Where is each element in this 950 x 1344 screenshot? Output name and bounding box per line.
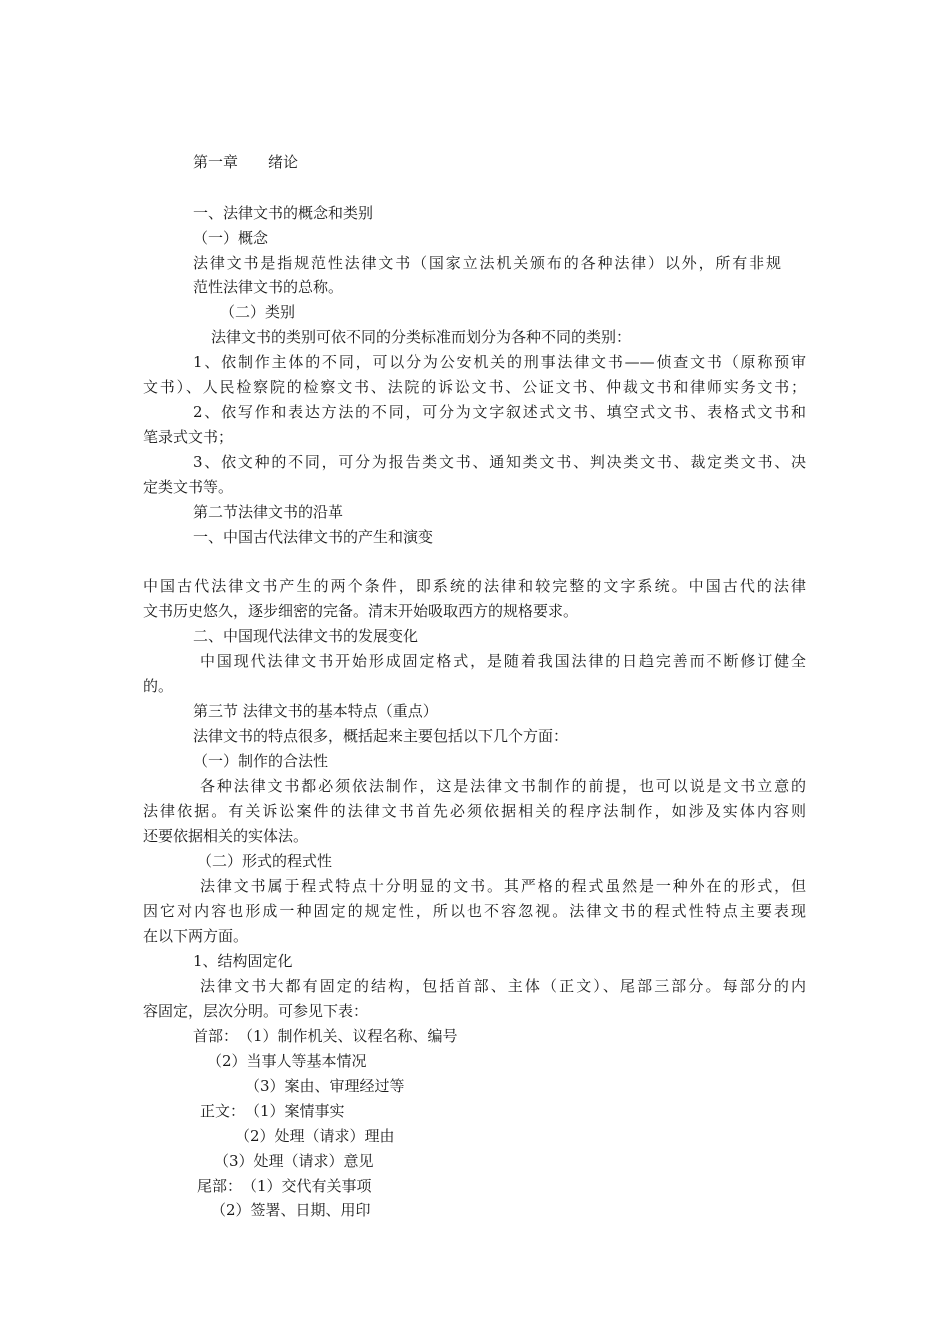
paragraph-line: 法律依据。有关诉讼案件的法律文书首先必须依据相关的程序法制作，如涉及实体内容则 — [143, 802, 806, 820]
structure-item: 首部： （1）制作机关、议程名称、编号 — [193, 1027, 458, 1045]
structure-item: （3）案由、审理经过等 — [245, 1077, 405, 1095]
subsection-heading: （一）制作的合法性 — [193, 752, 329, 770]
structure-item: 正文： （1）案情事实 — [200, 1102, 345, 1120]
paragraph-line: 容固定，层次分明。可参见下表： — [143, 1002, 369, 1020]
section-heading: 一、法律文书的概念和类别 — [193, 204, 374, 222]
paragraph-line: 还要依据相关的实体法。 — [143, 827, 309, 845]
structure-item: （2）签署、日期、用印 — [211, 1201, 371, 1219]
section-heading: 一、中国古代法律文书的产生和演变 — [193, 528, 434, 546]
subsection-heading: （二）类别 — [220, 303, 296, 321]
structure-item: （3）处理（请求）意见 — [214, 1152, 374, 1170]
paragraph-line: 范性法律文书的总称。 — [193, 278, 344, 296]
paragraph-line: 的。 — [143, 677, 174, 695]
paragraph-line: 法律文书是指规范性法律文书（国家立法机关颁布的各种法律）以外，所有非规 — [193, 254, 781, 272]
paragraph-line: 1、依制作主体的不同，可以分为公安机关的刑事法律文书——侦查文书（原称预审 — [193, 353, 806, 371]
paragraph-line: 因它对内容也形成一种固定的规定性，所以也不容忽视。法律文书的程式性特点主要表现 — [143, 902, 806, 920]
paragraph-line: 在以下两方面。 — [143, 927, 249, 945]
paragraph-line: 法律文书属于程式特点十分明显的文书。其严格的程式虽然是一种外在的形式，但 — [200, 877, 806, 895]
section-heading: 二、中国现代法律文书的发展变化 — [193, 627, 419, 645]
chapter-title: 第一章 绪论 — [193, 153, 299, 171]
structure-item: （2）当事人等基本情况 — [207, 1052, 367, 1070]
paragraph-line: 文书历史悠久，逐步细密的完备。清末开始吸取西方的规格要求。 — [143, 602, 579, 620]
paragraph-line: 3、依文种的不同，可分为报告类文书、通知类文书、判决类文书、裁定类文书、决 — [193, 453, 806, 471]
paragraph-line: 中国古代法律文书产生的两个条件，即系统的法律和较完整的文字系统。中国古代的法律 — [143, 577, 806, 595]
section-heading: 第三节 法律文书的基本特点（重点） — [193, 702, 438, 720]
subsection-heading: （二）形式的程式性 — [197, 852, 333, 870]
structure-item: （2）处理（请求）理由 — [235, 1127, 395, 1145]
paragraph-line: 笔录式文书； — [143, 428, 234, 446]
paragraph-line: 法律文书大都有固定的结构，包括首部、主体（正文）、尾部三部分。每部分的内 — [200, 977, 806, 995]
paragraph-line: 法律文书的类别可依不同的分类标准而划分为各种不同的类别： — [211, 328, 632, 346]
paragraph-line: 文书）、人民检察院的检察文书、法院的诉讼文书、公证文书、仲裁文书和律师实务文书； — [143, 378, 806, 396]
paragraph-line: 2、依写作和表达方法的不同，可分为文字叙述式文书、填空式文书、表格式文书和 — [193, 403, 806, 421]
section-heading: 第二节法律文书的沿革 — [193, 503, 344, 521]
paragraph-line: 各种法律文书都必须依法制作，这是法律文书制作的前提，也可以说是文书立意的 — [200, 777, 806, 795]
subsection-heading: （一）概念 — [193, 229, 269, 247]
subsection-heading: 1、结构固定化 — [193, 952, 293, 970]
paragraph-line: 定类文书等。 — [143, 478, 234, 496]
paragraph-line: 中国现代法律文书开始形成固定格式，是随着我国法律的日趋完善而不断修订健全 — [200, 652, 806, 670]
structure-item: 尾部： （1）交代有关事项 — [197, 1177, 372, 1195]
paragraph-line: 法律文书的特点很多，概括起来主要包括以下几个方面： — [193, 727, 569, 745]
